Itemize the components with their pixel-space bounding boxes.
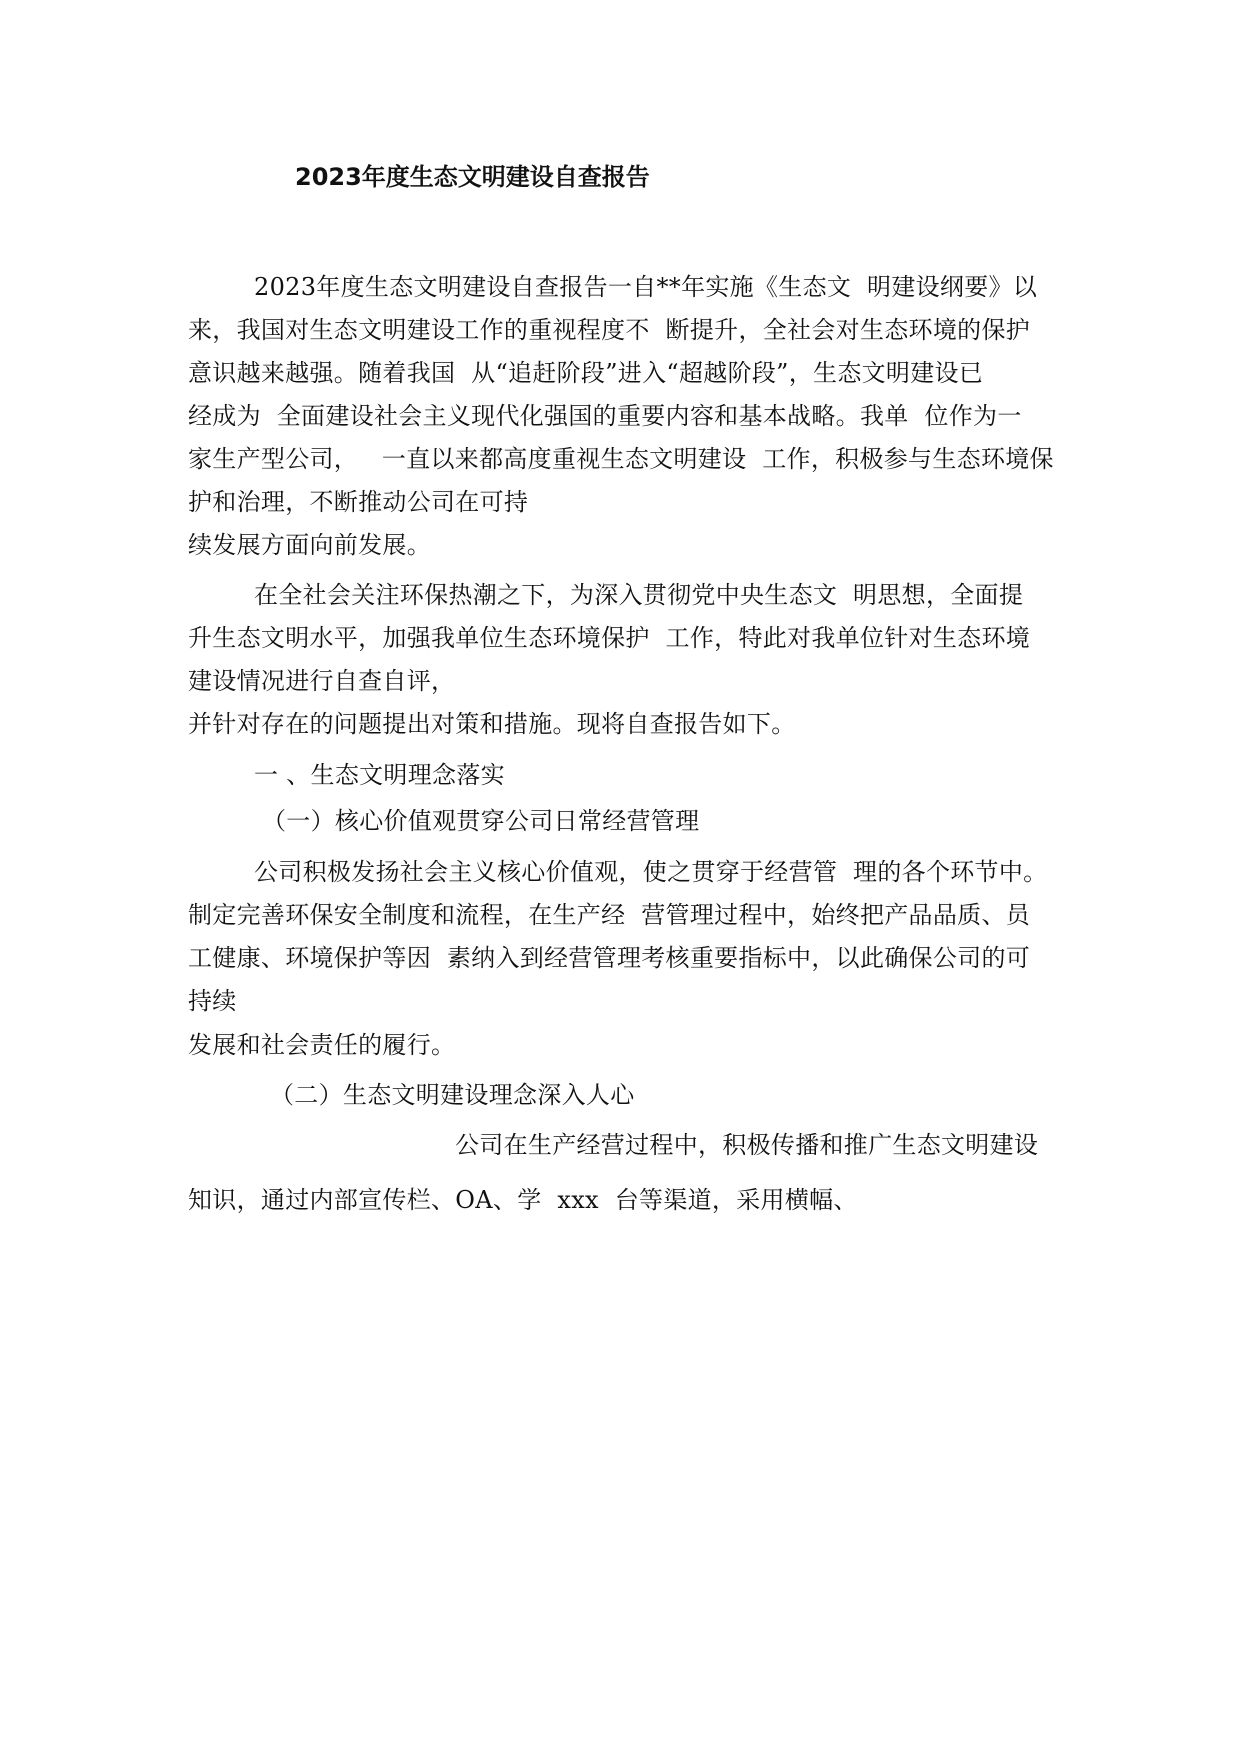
paragraph-line: 持续 — [188, 987, 237, 1015]
paragraph-line: 2023年度生态文明建设自查报告一自**年实施《生态文 明建设纲要》以 — [254, 273, 1038, 301]
paragraph-line: 公司在生产经营过程中，积极传播和推广生态文明建设 — [455, 1131, 1039, 1159]
paragraph-line: 来，我国对生态文明建设工作的重视程度不 断提升，全社会对生态环境的保护 — [188, 316, 1031, 344]
paragraph-line: 建设情况进行自查自评， — [188, 667, 456, 695]
paragraph-line: 知识，通过内部宣传栏、OA、学 xxx 台等渠道，采用横幅、 — [188, 1186, 858, 1214]
paragraph-line: 制定完善环保安全制度和流程，在生产经 营管理过程中，始终把产品品质、员 — [188, 901, 1031, 929]
paragraph-line: 在全社会关注环保热潮之下，为深入贯彻党中央生态文 明思想，全面提 — [254, 581, 1024, 609]
paragraph-line: 升生态文明水平，加强我单位生态环境保护 工作，特此对我单位针对生态环境 — [188, 624, 1031, 652]
paragraph-line: 发展和社会责任的履行。 — [188, 1031, 456, 1059]
section-heading: 一 、生态文明理念落实 — [254, 761, 505, 789]
paragraph-line: 护和治理，不断推动公司在可持 — [188, 488, 529, 516]
paragraph-line: 并针对存在的问题提出对策和措施。现将自查报告如下。 — [188, 710, 796, 738]
subsection-heading: （二）生态文明建设理念深入人心 — [270, 1081, 635, 1109]
paragraph-line: 家生产型公司， 一直以来都高度重视生态文明建设 工作，积极参与生态环境保 — [188, 445, 1054, 473]
document-title: 2023年度生态文明建设自查报告 — [295, 163, 650, 191]
paragraph-line: 公司积极发扬社会主义核心价值观，使之贯穿于经营管 理的各个环节中。 — [254, 858, 1048, 886]
paragraph-line: 意识越来越强。随着我国 从“追赶阶段”进入“超越阶段”，生态文明建设已 — [188, 359, 984, 387]
paragraph-line: 工健康、环境保护等因 素纳入到经营管理考核重要指标中，以此确保公司的可 — [188, 944, 1031, 972]
paragraph-line: 续发展方面向前发展。 — [188, 531, 431, 559]
subsection-heading: （一）核心价值观贯穿公司日常经营管理 — [262, 807, 700, 835]
paragraph-line: 经成为 全面建设社会主义现代化强国的重要内容和基本战略。我单 位作为一 — [188, 402, 1022, 430]
